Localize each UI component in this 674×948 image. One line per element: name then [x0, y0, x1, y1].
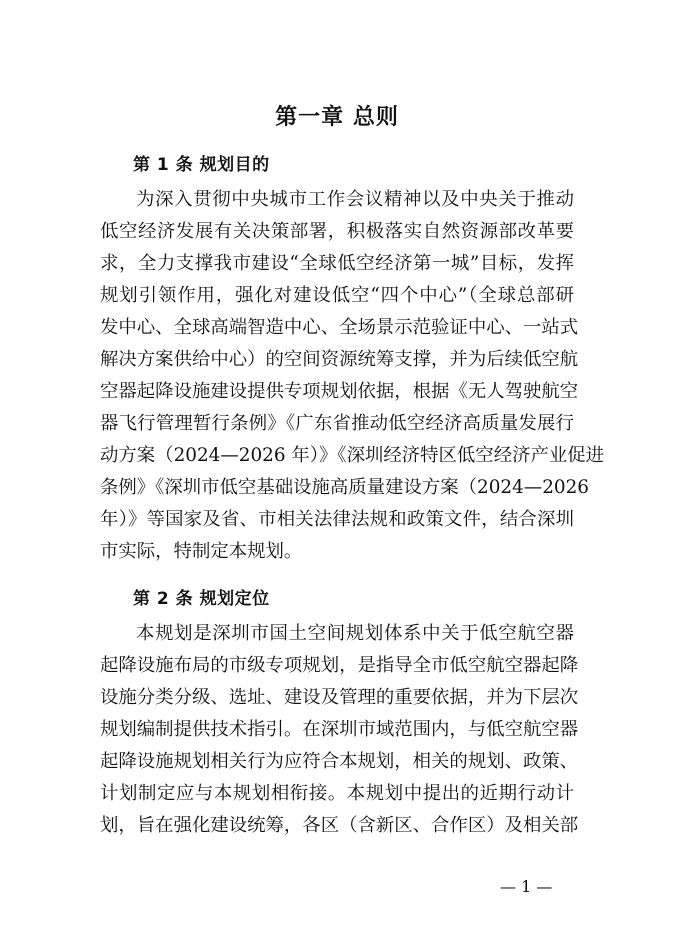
- paragraph-line: 求，全力支撑我市建设“全球低空经济第一城”目标，发挥: [100, 253, 574, 274]
- article-1-heading: 第 1 条 规划目的: [133, 155, 270, 175]
- paragraph-line: 解决方案供给中心）的空间资源统筹支撑，并为后续低空航: [100, 349, 579, 370]
- paragraph-line: 市实际，特制定本规划。: [100, 541, 303, 562]
- paragraph-line: 规划引领作用，强化对建设低空“四个中心”（全球总部研: [100, 285, 574, 306]
- paragraph-line: 设施分类分级、选址、建设及管理的重要依据，并为下层次: [100, 687, 579, 708]
- page-number: — 1 —: [500, 877, 553, 896]
- paragraph-line: 为深入贯彻中央城市工作会议精神以及中央关于推动: [136, 189, 574, 210]
- paragraph-line: 发中心、全球高端智造中心、全场景示范验证中心、一站式: [100, 317, 579, 338]
- paragraph-line: 本规划是深圳市国土空间规划体系中关于低空航空器: [136, 623, 574, 644]
- paragraph-line: 低空经济发展有关决策部署，积极落实自然资源部改革要: [100, 221, 574, 242]
- paragraph-line: 空器起降设施建设提供专项规划依据，根据《无人驾驶航空: [100, 381, 579, 402]
- paragraph-line: 年）》等国家及省、市相关法律法规和政策文件，结合深圳: [100, 509, 574, 530]
- paragraph-line: 规划编制提供技术指引。在深圳市域范围内，与低空航空器: [100, 719, 579, 740]
- paragraph-line: 计划制定应与本规划相衔接。本规划中提出的近期行动计: [100, 783, 574, 804]
- article-2-heading: 第 2 条 规划定位: [133, 589, 270, 609]
- paragraph-line: 动方案（2024—2026 年）》《深圳经济特区低空经济产业促进: [100, 445, 605, 466]
- paragraph-line: 条例》《深圳市低空基础设施高质量建设方案（2024—2026: [100, 477, 589, 498]
- paragraph-line: 器飞行管理暂行条例》《广东省推动低空经济高质量发展行: [100, 413, 574, 434]
- paragraph-line: 起降设施布局的市级专项规划，是指导全市低空航空器起降: [100, 655, 579, 676]
- chapter-title: 第一章 总则: [275, 105, 399, 130]
- paragraph-line: 起降设施规划相关行为应符合本规划，相关的规划、政策、: [100, 751, 579, 772]
- paragraph-line: 划，旨在强化建设统筹，各区（含新区、合作区）及相关部: [100, 815, 579, 836]
